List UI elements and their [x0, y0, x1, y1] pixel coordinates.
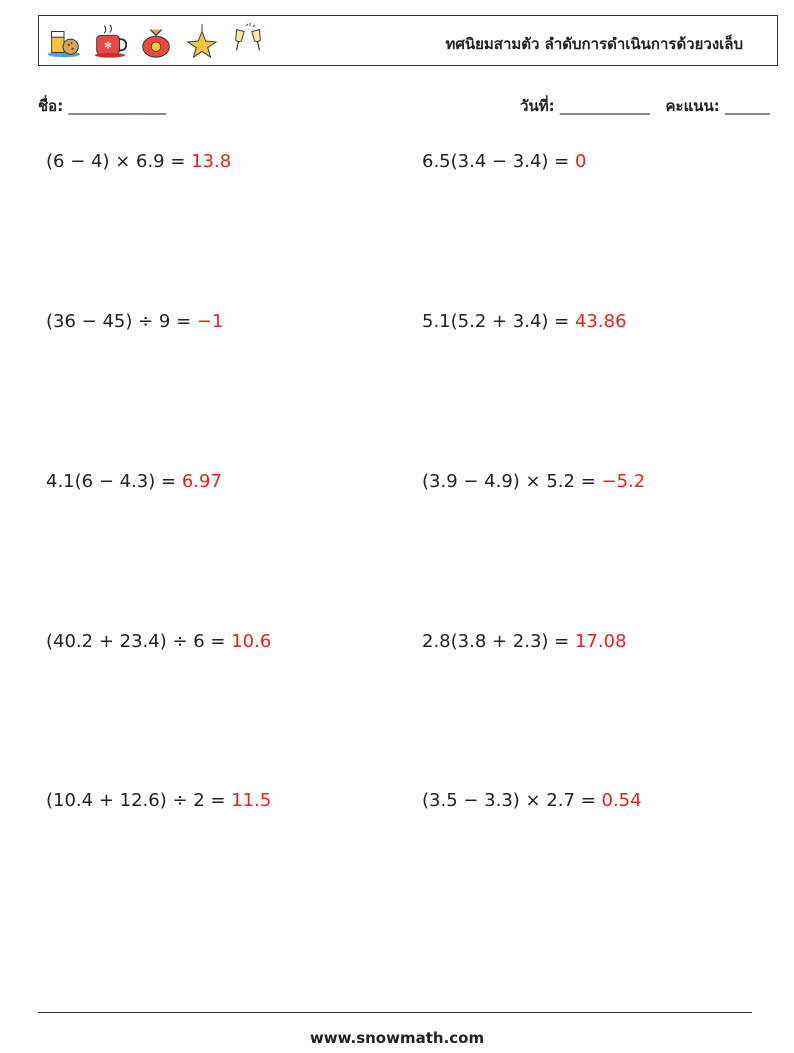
header-box: [38, 15, 778, 66]
problem-answer: 10.6: [231, 631, 272, 652]
problem-expression: (10.4 + 12.6) ÷ 2 =: [46, 790, 232, 811]
name-field: [38, 94, 166, 118]
problem-1: [46, 151, 231, 172]
date-line: ____________: [559, 97, 650, 115]
name-line: _____________: [68, 97, 166, 115]
problem-8: [422, 631, 627, 652]
svg-text:✻: ✻: [104, 40, 113, 52]
problem-answer: 0.54: [601, 790, 642, 811]
problem-answer: 17.08: [574, 631, 627, 652]
champagne-glasses-icon: [229, 22, 267, 60]
problem-expression: (3.5 − 3.3) × 2.7 =: [422, 790, 602, 811]
header-icons: [45, 22, 267, 60]
hot-drink-mug-icon: [91, 22, 129, 60]
problem-expression: (6 − 4) × 6.9 =: [46, 151, 192, 172]
problem-7: [46, 631, 271, 652]
star-ornament-icon: [183, 22, 221, 60]
problem-answer: 6.97: [181, 471, 222, 492]
problem-expression: 2.8(3.8 + 2.3) =: [422, 631, 575, 652]
problem-answer: −5.2: [601, 471, 646, 492]
cookies-milk-icon: [45, 22, 83, 60]
problem-4: [422, 311, 627, 332]
problem-answer: 13.8: [191, 151, 232, 172]
date-label: วันที่:: [520, 97, 555, 115]
problem-answer: 43.86: [574, 311, 627, 332]
problem-9: [46, 790, 271, 811]
problem-2: [422, 151, 586, 172]
gift-sack-icon: [137, 22, 175, 60]
footer-url[interactable]: www.snowmath.com: [309, 1029, 485, 1047]
problem-expression: 5.1(5.2 + 3.4) =: [422, 311, 575, 332]
problem-5: [46, 471, 222, 492]
date-score-field: [520, 94, 770, 118]
name-label: ชื่อ:: [38, 97, 64, 115]
problem-expression: (40.2 + 23.4) ÷ 6 =: [46, 631, 232, 652]
problem-answer: −1: [196, 311, 224, 332]
score-label: คะแนน:: [665, 97, 720, 115]
problem-answer: 11.5: [231, 790, 272, 811]
problem-3: [46, 311, 223, 332]
problem-answer: 0: [574, 151, 587, 172]
problem-expression: (3.9 − 4.9) × 5.2 =: [422, 471, 602, 492]
footer-divider: [38, 1012, 752, 1013]
score-line: ______: [725, 97, 770, 115]
problem-10: [422, 790, 642, 811]
problem-expression: 6.5(3.4 − 3.4) =: [422, 151, 575, 172]
worksheet-title: ทศนิยมสามตัว ลำดับการดำเนินการด้วยวงเล็บ: [445, 35, 743, 53]
problem-expression: 4.1(6 − 4.3) =: [46, 471, 182, 492]
problem-expression: (36 − 45) ÷ 9 =: [46, 311, 197, 332]
problem-6: [422, 471, 645, 492]
